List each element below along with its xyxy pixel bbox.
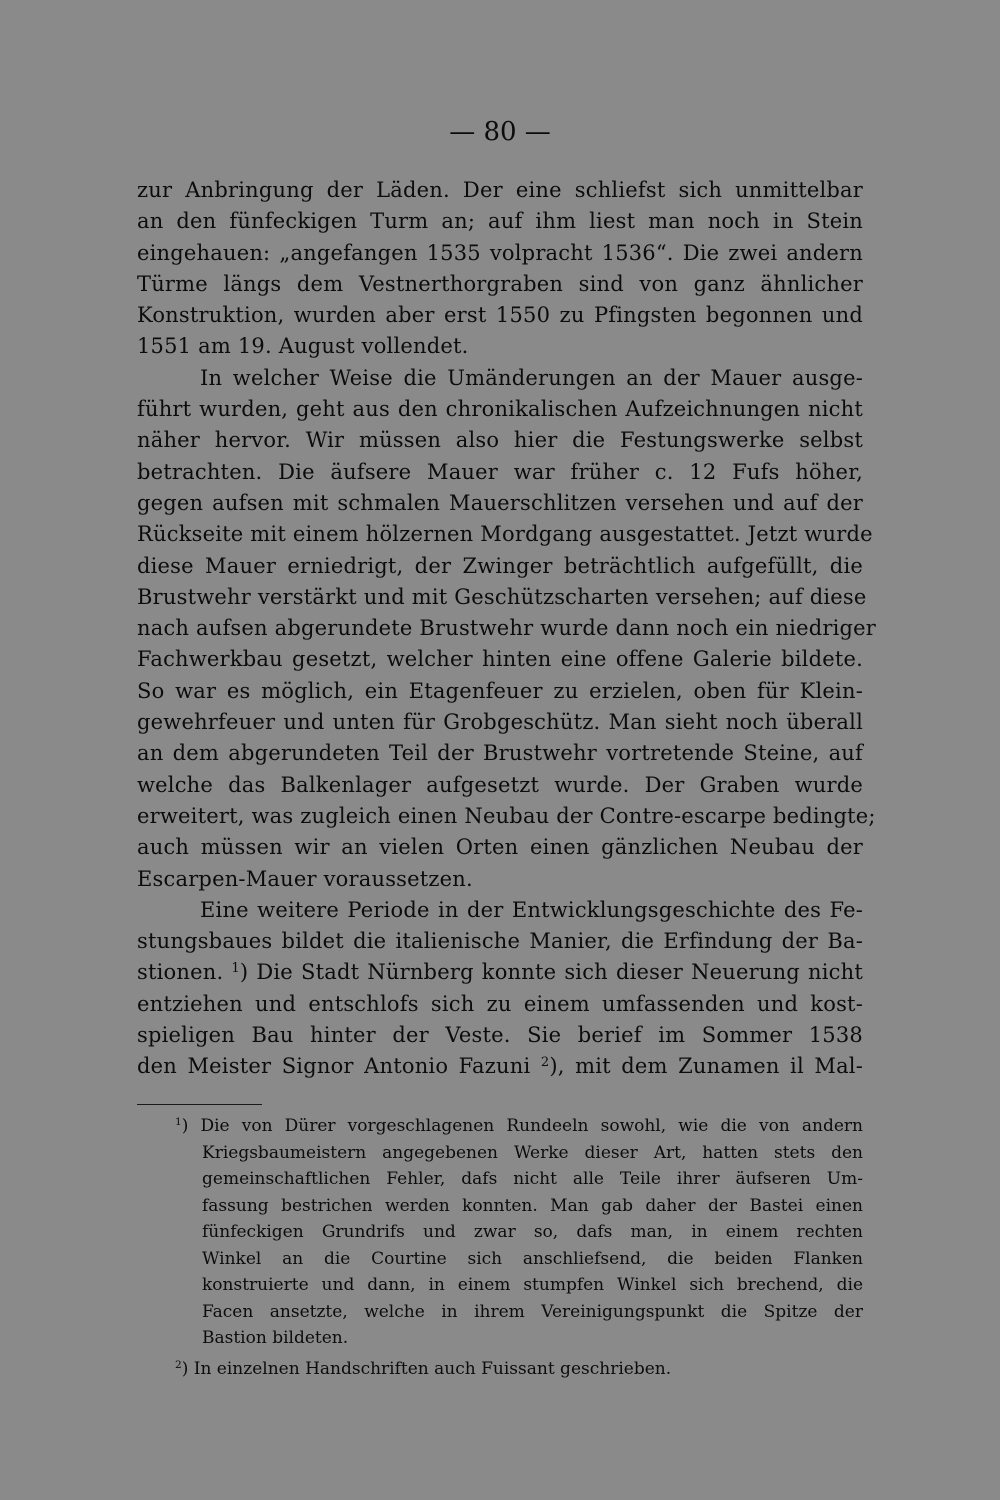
body-line: 1551 am 19. August vollendet. bbox=[137, 334, 469, 359]
footnote-text-run: ) Die von Dürer vorgeschlagenen Rundeeln sowohl, wie die von andern bbox=[181, 1116, 863, 1136]
footnote-line: konstruierte und dann, in einem stumpfen Winkel sich brechend, die bbox=[202, 1275, 863, 1295]
body-line: welche das Balkenlager aufgesetzt wurde. Der Graben wurde bbox=[137, 772, 863, 797]
footnote-line: fassung bestrichen werden konnten. Man gab daher der Bastei einen bbox=[202, 1195, 863, 1216]
footnote-1 bbox=[175, 1113, 863, 1352]
body-line: Rückseite mit einem hölzernen Mordgang ausgestattet. Jetzt wurde bbox=[137, 522, 873, 547]
footnote-line: Winkel an die Courtine sich anschliefsend, die beiden Flanken bbox=[202, 1248, 863, 1269]
body-line bbox=[137, 1051, 863, 1082]
body-line: In welcher Weise die Umänderungen an der Mauer ausge- bbox=[200, 365, 863, 390]
body-text bbox=[137, 175, 877, 1083]
body-line: stungsbaues bildet die italienische Manier, die Erfindung der Ba- bbox=[137, 929, 863, 954]
page-number: — 80 — bbox=[449, 117, 551, 147]
body-line: Eine weitere Periode in der Entwicklungsgeschichte des Fe- bbox=[200, 897, 863, 922]
body-line: erweitert, was zugleich einen Neubau der Contre-escarpe bedingte; bbox=[137, 803, 876, 828]
body-line: spieligen Bau hinter der Veste. Sie berief im Sommer 1538 bbox=[137, 1023, 863, 1048]
footnote-text-run: ) In einzelnen Handschriften auch Fuissant geschrieben. bbox=[181, 1358, 672, 1379]
body-line: Brustwehr verstärkt und mit Geschützscharten versehen; auf diese bbox=[137, 584, 867, 609]
footnote-ref-1[interactable]: 1 bbox=[231, 961, 240, 977]
body-line: So war es möglich, ein Etagenfeuer zu erzielen, oben für Klein- bbox=[137, 678, 863, 703]
footnote-marker: 2 bbox=[175, 1358, 182, 1371]
footnote-line bbox=[175, 1113, 863, 1140]
footnote-line bbox=[175, 1356, 863, 1383]
footnotes bbox=[175, 1113, 863, 1382]
body-line: führt wurden, geht aus den chronikalischen Aufzeichnungen nicht bbox=[137, 397, 863, 422]
body-line: Escarpen-Mauer voraussetzen. bbox=[137, 866, 473, 891]
body-line: nach aufsen abgerundete Brustwehr wurde dann noch ein niedriger bbox=[137, 616, 877, 641]
body-line bbox=[137, 957, 863, 988]
body-text-run: den Meister Signor Antonio Fazuni bbox=[137, 1054, 531, 1079]
footnote-line: Facen ansetzte, welche in ihrem Vereinigungspunkt die Spitze der bbox=[202, 1301, 863, 1322]
body-line: Konstruktion, wurden aber erst 1550 zu Pfingsten begonnen und bbox=[137, 303, 863, 328]
footnote-ref-2[interactable]: 2 bbox=[540, 1055, 550, 1071]
footnote-line: fünfeckigen Grundrifs und zwar so, dafs man, in einem rechten bbox=[202, 1222, 863, 1242]
footnote-marker: 1 bbox=[175, 1116, 182, 1129]
body-line: an den fünfeckigen Turm an; auf ihm liest man noch in Stein bbox=[137, 209, 863, 234]
footnote-line: Kriegsbaumeistern angegebenen Werke dieser Art, hatten stets den bbox=[202, 1142, 863, 1163]
body-line: näher hervor. Wir müssen also hier die Festungswerke selbst bbox=[137, 428, 863, 453]
body-line: betrachten. Die äufsere Mauer war früher c. 12 Fufs höher, bbox=[137, 459, 863, 484]
body-line: entziehen und entschlofs sich zu einem umfassenden und kost- bbox=[137, 991, 863, 1016]
footnote-2 bbox=[175, 1356, 863, 1383]
body-line: gewehrfeuer und unten für Grobgeschütz. Man sieht noch überall bbox=[137, 710, 863, 735]
body-text-run: ) Die Stadt Nürnberg konnte sich dieser Neuerung nicht bbox=[239, 960, 863, 985]
footnote-line: gemeinschaftlichen Fehler, dafs nicht alle Teile ihrer äufseren Um- bbox=[202, 1169, 863, 1189]
body-text-run: ), mit dem Zunamen il Mal- bbox=[549, 1054, 863, 1079]
footnote-line: Bastion bildeten. bbox=[202, 1328, 349, 1348]
footnote-rule bbox=[137, 1104, 262, 1105]
body-line: an dem abgerundeten Teil der Brustwehr vortretende Steine, auf bbox=[137, 741, 863, 766]
body-line: Fachwerkbau gesetzt, welcher hinten eine offene Galerie bildete. bbox=[137, 647, 863, 672]
body-line: Türme längs dem Vestnerthorgraben sind von ganz ähnlicher bbox=[137, 271, 863, 296]
body-line: gegen aufsen mit schmalen Mauerschlitzen versehen und auf der bbox=[137, 490, 863, 515]
body-line: auch müssen wir an vielen Orten einen gänzlichen Neubau der bbox=[137, 835, 863, 860]
body-line: eingehauen: „angefangen 1535 volpracht 1536“. Die zwei andern bbox=[137, 240, 863, 265]
body-line: diese Mauer erniedrigt, der Zwinger beträchtlich aufgefüllt, die bbox=[137, 553, 863, 578]
body-line: zur Anbringung der Läden. Der eine schliefst sich unmittelbar bbox=[137, 178, 863, 202]
body-text-run: stionen. bbox=[137, 960, 224, 985]
